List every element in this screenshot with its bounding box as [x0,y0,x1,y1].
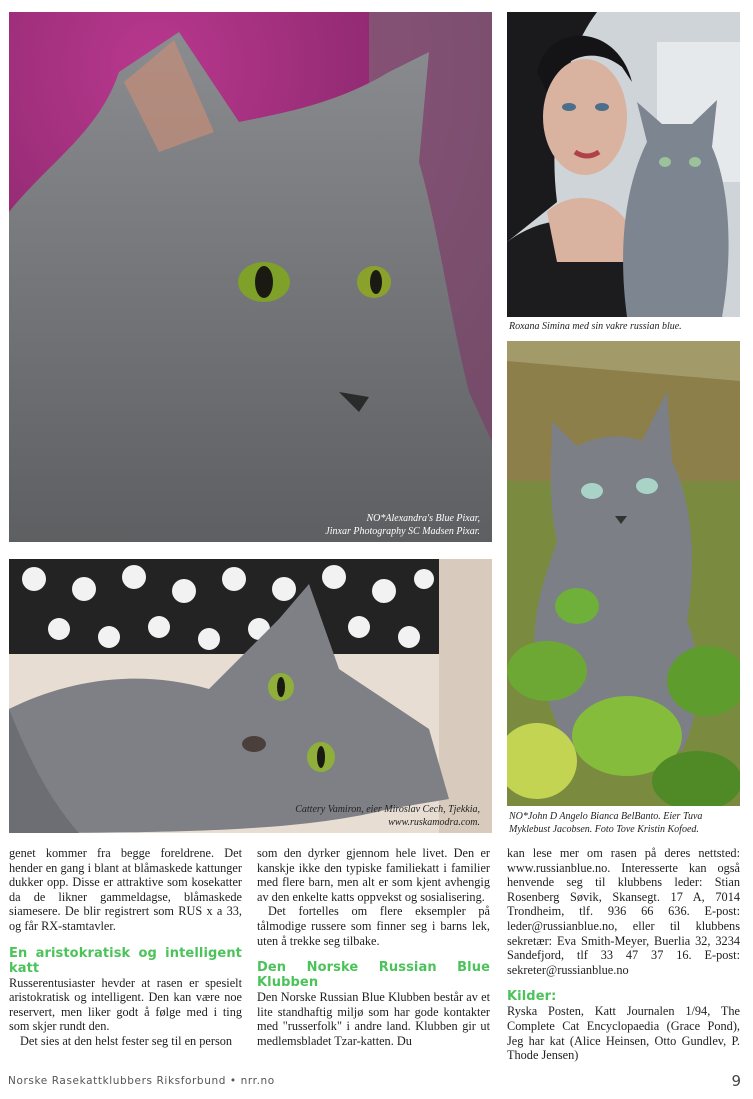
heading-sources: Kilder: [507,989,557,1005]
article-column-3 [507,846,740,1063]
column-2-paragraph-2: Det fortelles om flere eksempler på tålmodige russere som finner seg i barns lek, uten å trekke seg tilbake. [257,904,490,948]
column-2-paragraph-1: som den dyrker gjennom hele livet. Den er kanskje ikke den typiske familiekatt i familier med flere barn, men alt er som kjent avhengig av den enkelte katts oppvekst og sosialisering. [257,846,490,904]
column-3-paragraph-2: Ryska Posten, Katt Journalen 1/94, The Complete Cat Encyclopaedia (Grace Pond), Jeg har kat (Alice Heinsen, Otto Gundlev, P. Thode Jensen) [507,1004,740,1063]
caption-lying-cat [230,803,480,829]
column-3-paragraph-1: kan lese mer om rasen på deres nettsted: www.russianblue.no. Interesserte kan også henvende seg til klubbens leder: Stian Rosenberg Søvik, Skansegt. 17 A, 7014 Trondheim, tlf. 936 66 636. E-post: leder@russianblue.no, eller til klubbens sekretær: Eva Smith-Meyer, Buerlia 32, 3234 Sandefjord, tlf 33 47 37 16. E-post: sekreter@russianblue.no [507,846,740,977]
heading-aristocratic-cat: En aristokratisk og intelligent katt [9,945,242,976]
page-number: 9 [731,1072,741,1090]
caption-main-line1: NO*Alexandra's Blue Pixar, [366,513,480,524]
footer-publication: Norske Rasekattklubbers Riksforbund • nrr.no [8,1075,275,1087]
article-column-2 [257,846,490,1049]
column-1-paragraph-1: genet kommer fra begge foreldrene. Det hender en gang i blant at blåmaskede kattunger dukker opp. Disse er attraktive som kosekatter da de likner gammeldagse, blåmaskede siamesere. De blir registrert som RUS x a 33, og får RX-stamtavler. [9,846,242,933]
column-1-paragraph-2: Russerentusiaster hevder at rasen er spesielt aristokratisk og intelligent. Den kan være noe reservert, men liker godt å følge med i ting som skjer rundt den. [9,975,242,1034]
caption-cat-in-plants-line1: NO*John D Angelo Bianca BelBanto. Eier Tuva [509,811,703,822]
photo-main-cat [9,12,492,542]
photo-lying-cat [9,559,492,833]
heading-russian-blue-club: Den Norske Russian Blue Klubben [257,960,490,991]
column-2-paragraph-3: Den Norske Russian Blue Klubben består av et lite standhaftig miljø som har gode kontakter med "russerfolk" i andre land. Klubben gir ut medlemsbladet Tzar-katten. Du [257,990,490,1048]
article-column-1 [9,846,242,1049]
caption-main [280,512,480,538]
caption-main-line2: Jinxar Photography SC Madsen Pixar. [325,526,480,537]
caption-cat-in-plants [509,810,741,836]
caption-lying-cat-line2: www.ruskamodra.com. [388,817,480,828]
caption-lying-cat-line1: Cattery Vamiron, eier Miroslav Cech, Tjekkia, [295,804,480,815]
photo-cat-in-plants [507,341,740,806]
photo-woman-with-cat [507,12,740,317]
caption-cat-in-plants-line2: Myklebust Jacobsen. Foto Tove Kristin Kofoed. [509,824,699,835]
caption-woman-with-cat: Roxana Simina med sin vakre russian blue. [509,321,682,332]
column-1-paragraph-3: Det sies at den helst fester seg til en person [20,1033,233,1048]
